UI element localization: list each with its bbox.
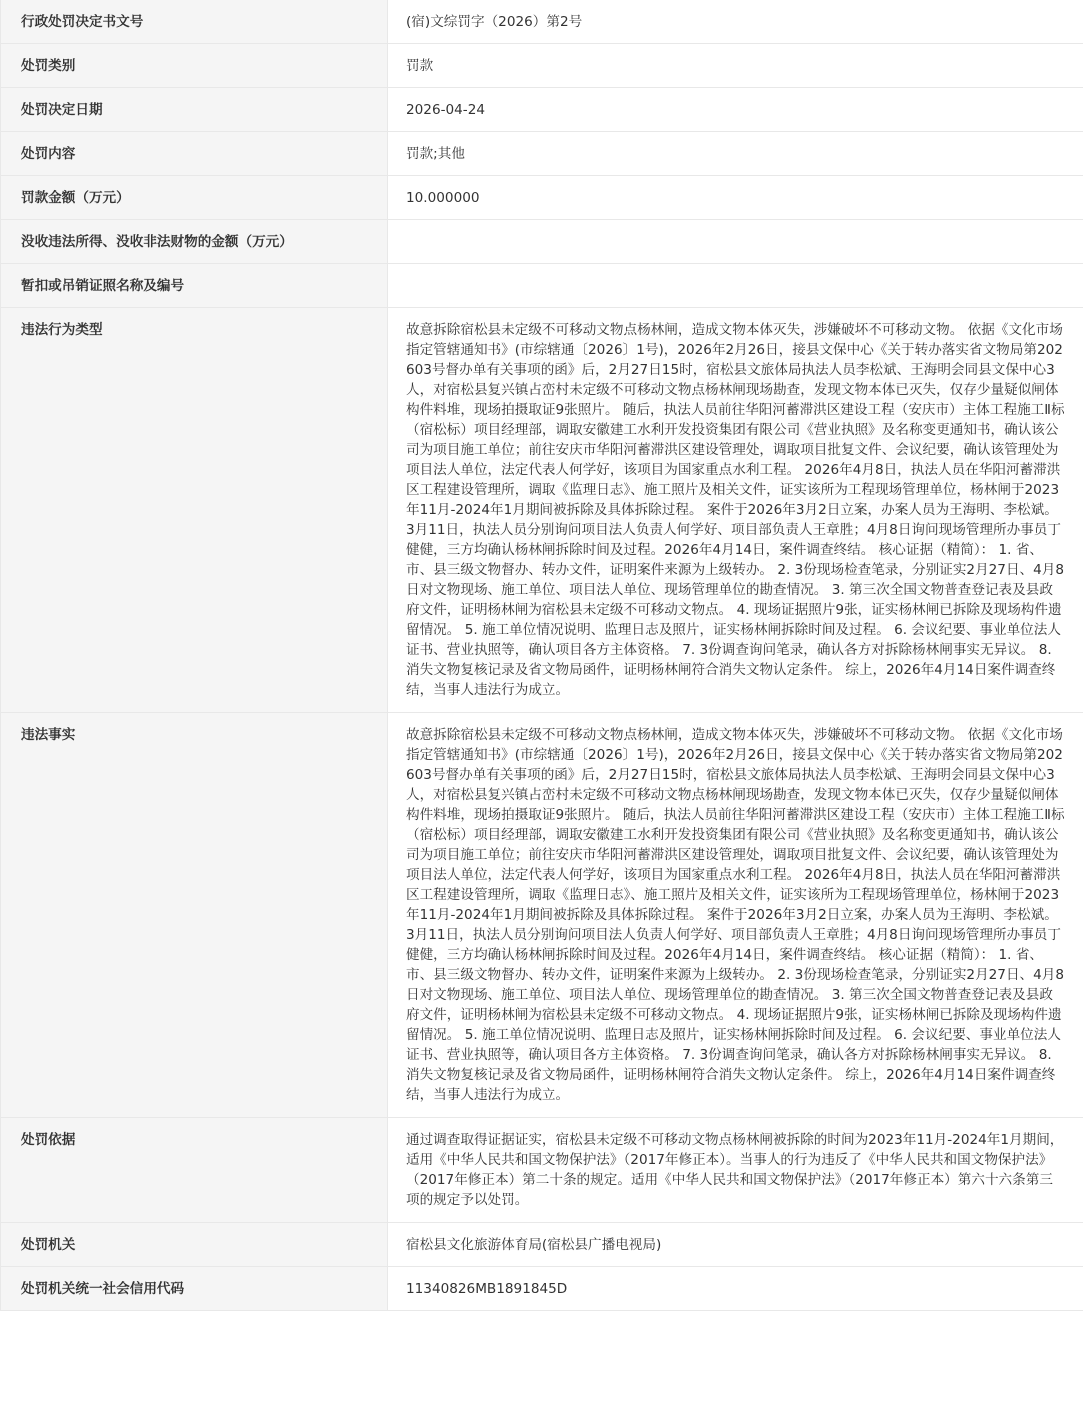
row-decision-date	[1, 88, 1083, 132]
row-label: 违法行为类型	[1, 308, 388, 713]
row-value: 10.000000	[388, 176, 1083, 220]
row-value: 2026-04-24	[388, 88, 1083, 132]
row-value: 故意拆除宿松县未定级不可移动文物点杨林闸，造成文物本体灭失，涉嫌破坏不可移动文物。 依据《文化市场指定管辖通知书》(市综辖通〔2026〕1号)，2026年2月26日，接县文保中心《关于转办落实省文物局第202603号督办单有关事项的函》后，2月27日15时，宿松县文旅体局执法人员李松斌、王海明会同县文保中心3人，对宿松县复兴镇占峦村未定级不可移动文物点杨林闸现场勘查，发现文物本体已灭失，仅存少量疑似闸体构件料堆，现场拍摄取证9张照片。 随后，执法人员前往华阳河蓄滞洪区建设工程（安庆市）主体工程施工Ⅱ标（宿松标）项目经理部，调取安徽建工水利开发投资集团有限公司《营业执照》及名称变更通知书，确认该公司为项目施工单位；前往安庆市华阳河蓄滞洪区建设管理处，调取项目批复文件、会议纪要，确认该管理处为项目法人单位，法定代表人何学好，该项目为国家重点水利工程。 2026年4月8日，执法人员在华阳河蓄滞洪区工程建设管理所，调取《监理日志》、施工照片及相关文件，证实该所为工程现场管理单位，杨林闸于2023年11月-2024年1月期间被拆除及具体拆除过程。 案件于2026年3月2日立案，办案人员为王海明、李松斌。3月11日，执法人员分别询问项目法人负责人何学好、项目部负责人王章胜；4月8日询问现场管理所办事员丁健健，三方均确认杨林闸拆除时间及过程。2026年4月14日，案件调查终结。 核心证据（精简）： 1. 省、市、县三级文物督办、转办文件，证明案件来源为上级转办。 2. 3份现场检查笔录，分别证实2月27日、4月8日对文物现场、施工单位、项目法人单位、现场管理单位的勘查情况。 3. 第三次全国文物普查登记表及县政府文件，证明杨林闸为宿松县未定级不可移动文物点。 4. 现场证据照片9张，证实杨林闸已拆除及现场构件遗留情况。 5. 施工单位情况说明、监理日志及照片，证实杨林闸拆除时间及过程。 6. 会议纪要、事业单位法人证书、营业执照等，确认项目各方主体资格。 7. 3份调查询问笔录，确认各方对拆除杨林闸事实无异议。 8. 消失文物复核记录及省文物局函件，证明杨林闸符合消失文物认定条件。 综上，2026年4月14日案件调查终结，当事人违法行为成立。	[388, 713, 1083, 1118]
row-label: 没收违法所得、没收非法财物的金额（万元）	[1, 220, 388, 264]
row-label: 处罚机关	[1, 1223, 388, 1267]
row-license-revocation	[1, 264, 1083, 308]
row-label: 暂扣或吊销证照名称及编号	[1, 264, 388, 308]
row-label: 处罚决定日期	[1, 88, 388, 132]
row-value: 通过调查取得证据证实，宿松县未定级不可移动文物点杨林闸被拆除的时间为2023年11月-2024年1月期间，适用《中华人民共和国文物保护法》（2017年修正本）。当事人的行为违反了《中华人民共和国文物保护法》（2017年修正本）第二十条的规定。适用《中华人民共和国文物保护法》（2017年修正本）第六十六条第三项的规定予以处罚。	[388, 1118, 1083, 1223]
row-fine-amount	[1, 176, 1083, 220]
row-decision-number	[1, 0, 1083, 44]
row-label: 处罚类别	[1, 44, 388, 88]
row-violation-type	[1, 308, 1083, 713]
row-value: 罚款	[388, 44, 1083, 88]
row-label: 罚款金额（万元）	[1, 176, 388, 220]
row-penalty-category	[1, 44, 1083, 88]
row-label: 违法事实	[1, 713, 388, 1118]
row-value: 故意拆除宿松县未定级不可移动文物点杨林闸，造成文物本体灭失，涉嫌破坏不可移动文物。 依据《文化市场指定管辖通知书》(市综辖通〔2026〕1号)，2026年2月26日，接县文保中心《关于转办落实省文物局第202603号督办单有关事项的函》后，2月27日15时，宿松县文旅体局执法人员李松斌、王海明会同县文保中心3人，对宿松县复兴镇占峦村未定级不可移动文物点杨林闸现场勘查，发现文物本体已灭失，仅存少量疑似闸体构件料堆，现场拍摄取证9张照片。 随后，执法人员前往华阳河蓄滞洪区建设工程（安庆市）主体工程施工Ⅱ标（宿松标）项目经理部，调取安徽建工水利开发投资集团有限公司《营业执照》及名称变更通知书，确认该公司为项目施工单位；前往安庆市华阳河蓄滞洪区建设管理处，调取项目批复文件、会议纪要，确认该管理处为项目法人单位，法定代表人何学好，该项目为国家重点水利工程。 2026年4月8日，执法人员在华阳河蓄滞洪区工程建设管理所，调取《监理日志》、施工照片及相关文件，证实该所为工程现场管理单位，杨林闸于2023年11月-2024年1月期间被拆除及具体拆除过程。 案件于2026年3月2日立案，办案人员为王海明、李松斌。3月11日，执法人员分别询问项目法人负责人何学好、项目部负责人王章胜；4月8日询问现场管理所办事员丁健健，三方均确认杨林闸拆除时间及过程。2026年4月14日，案件调查终结。 核心证据（精简）： 1. 省、市、县三级文物督办、转办文件，证明案件来源为上级转办。 2. 3份现场检查笔录，分别证实2月27日、4月8日对文物现场、施工单位、项目法人单位、现场管理单位的勘查情况。 3. 第三次全国文物普查登记表及县政府文件，证明杨林闸为宿松县未定级不可移动文物点。 4. 现场证据照片9张，证实杨林闸已拆除及现场构件遗留情况。 5. 施工单位情况说明、监理日志及照片，证实杨林闸拆除时间及过程。 6. 会议纪要、事业单位法人证书、营业执照等，确认项目各方主体资格。 7. 3份调查询问笔录，确认各方对拆除杨林闸事实无异议。 8. 消失文物复核记录及省文物局函件，证明杨林闸符合消失文物认定条件。 综上，2026年4月14日案件调查终结，当事人违法行为成立。	[388, 308, 1083, 713]
row-value: 罚款;其他	[388, 132, 1083, 176]
row-violation-facts	[1, 713, 1083, 1118]
row-value: 11340826MB1891845D	[388, 1267, 1083, 1311]
row-label: 处罚依据	[1, 1118, 388, 1223]
row-value	[388, 220, 1083, 264]
row-value	[388, 264, 1083, 308]
row-label: 处罚机关统一社会信用代码	[1, 1267, 388, 1311]
row-penalty-authority	[1, 1223, 1083, 1267]
row-value: 宿松县文化旅游体育局(宿松县广播电视局)	[388, 1223, 1083, 1267]
row-penalty-basis	[1, 1118, 1083, 1223]
row-confiscation-amount	[1, 220, 1083, 264]
row-value: (宿)文综罚字（2026）第2号	[388, 0, 1083, 44]
row-label: 行政处罚决定书文号	[1, 0, 388, 44]
row-penalty-content	[1, 132, 1083, 176]
row-label: 处罚内容	[1, 132, 388, 176]
row-credit-code	[1, 1267, 1083, 1311]
